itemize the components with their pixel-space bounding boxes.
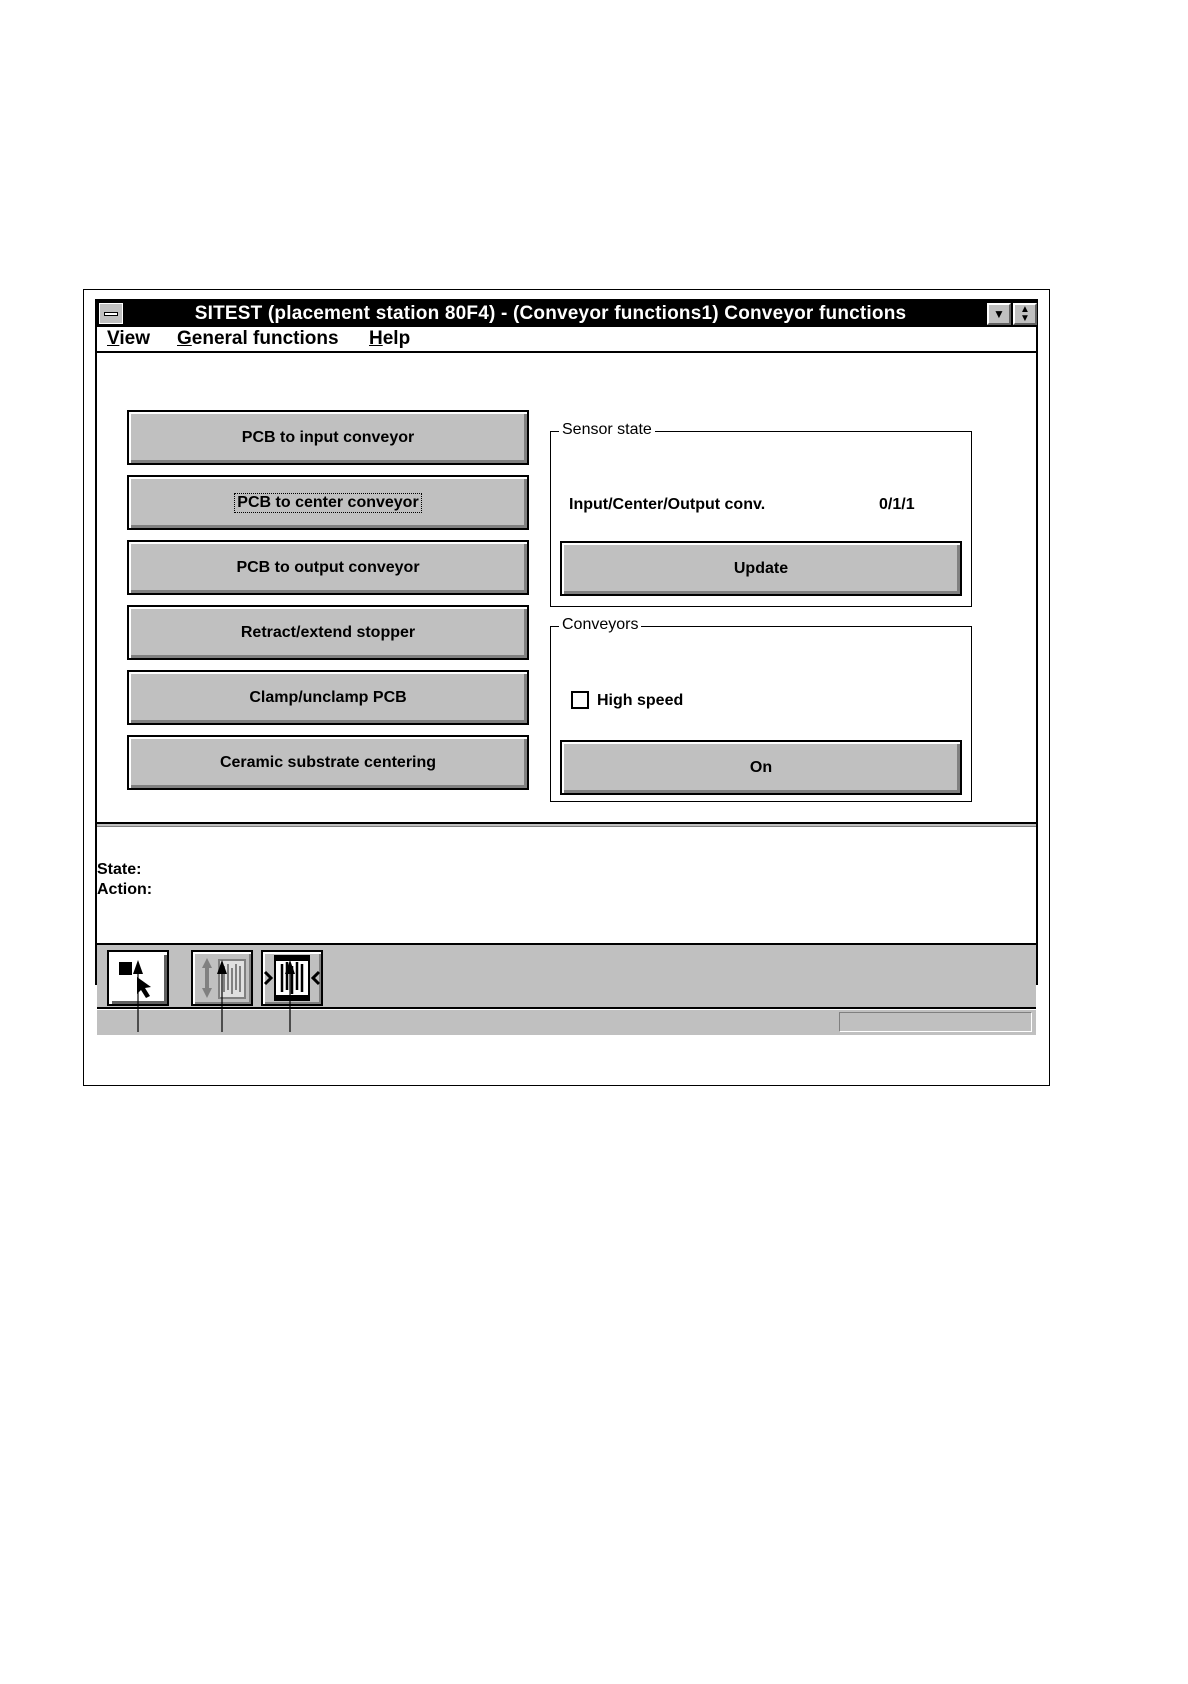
system-menu-icon[interactable] <box>99 303 123 324</box>
menu-view[interactable] <box>107 328 150 350</box>
ceramic-substrate-centering-button[interactable]: Ceramic substrate centering <box>127 735 529 790</box>
update-button[interactable]: Update <box>560 541 962 596</box>
high-speed-label: High speed <box>597 692 684 709</box>
action-label: Action: <box>97 881 153 898</box>
menu-help-label: elp <box>382 328 411 349</box>
callout-arrow-3 <box>285 960 295 1032</box>
state-label: State: <box>97 861 142 878</box>
callout-arrows <box>120 960 320 1032</box>
callout-arrow-2 <box>217 960 227 1032</box>
high-speed-checkbox[interactable] <box>571 691 589 709</box>
sensor-state-group <box>550 421 972 607</box>
menu-general-mnemonic: G <box>177 328 192 349</box>
menu-bar <box>97 327 1036 353</box>
callout-arrow-1 <box>133 960 143 1032</box>
restore-icon: ▲ ▼ <box>1020 304 1030 324</box>
minimize-button[interactable] <box>987 303 1011 325</box>
menu-help[interactable] <box>369 328 410 350</box>
menu-general-functions[interactable] <box>177 328 339 350</box>
sensor-label: Input/Center/Output conv. <box>569 496 766 513</box>
menu-general-label: eneral functions <box>191 328 339 349</box>
menu-view-label: iew <box>119 328 150 349</box>
menu-view-mnemonic: V <box>107 328 120 349</box>
conveyors-group <box>550 616 972 802</box>
sensor-value: 0/1/1 <box>879 496 915 513</box>
conveyors-title: Conveyors <box>559 616 641 634</box>
pcb-to-input-conveyor-button[interactable]: PCB to input conveyor <box>127 410 529 465</box>
app-window <box>95 299 1038 985</box>
conveyors-on-button[interactable]: On <box>560 740 962 795</box>
status-pane <box>839 1012 1032 1032</box>
arrow-down-icon: ▼ <box>993 307 1005 321</box>
pcb-to-center-conveyor-button[interactable] <box>127 475 529 530</box>
window-title: SITEST (placement station 80F4) - (Conveyor functions1) Conveyor functions <box>194 303 907 324</box>
clamp-unclamp-pcb-button[interactable]: Clamp/unclamp PCB <box>127 670 529 725</box>
title-bar <box>97 301 1036 327</box>
status-separator <box>97 822 1036 827</box>
sensor-state-title: Sensor state <box>559 421 655 439</box>
retract-extend-stopper-button[interactable]: Retract/extend stopper <box>127 605 529 660</box>
pcb-to-center-label: PCB to center conveyor <box>234 493 421 513</box>
restore-button[interactable] <box>1013 303 1037 325</box>
pcb-to-output-conveyor-button[interactable]: PCB to output conveyor <box>127 540 529 595</box>
menu-help-mnemonic: H <box>369 328 383 349</box>
